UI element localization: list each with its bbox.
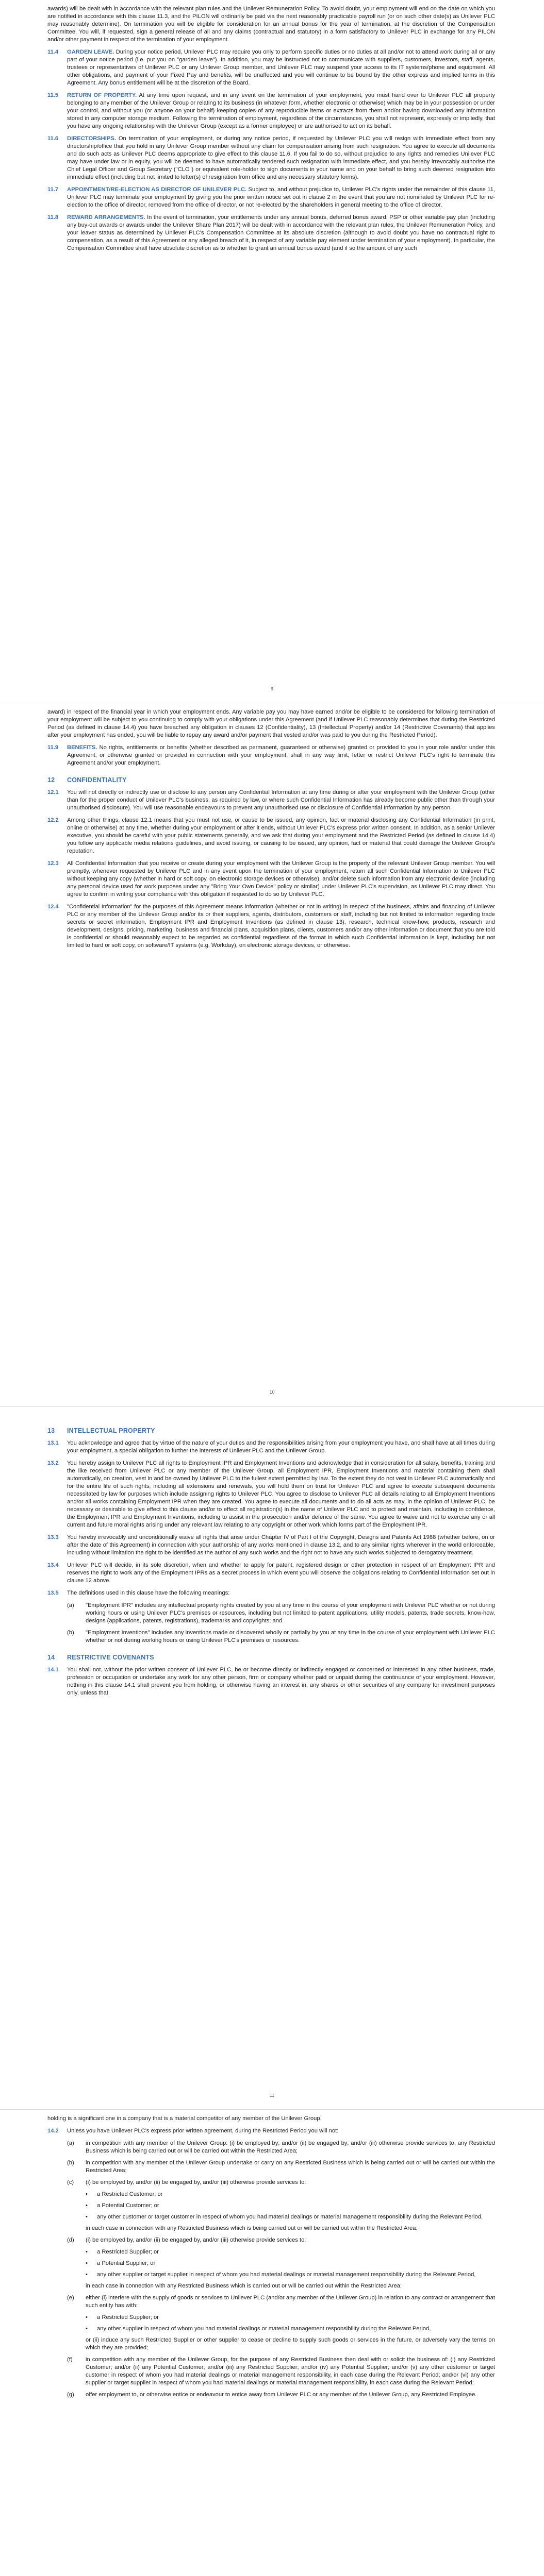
clause-title: DIRECTORSHIPS.: [67, 135, 116, 142]
list-item: • a Potential Customer; or: [86, 2202, 159, 2209]
clause-12-1: [47, 789, 495, 812]
clause-11-9: [47, 744, 495, 767]
clause-number: 13.4: [47, 1562, 59, 1568]
clause-number: 12.2: [47, 817, 59, 823]
clause-11-7: [47, 186, 495, 209]
subclause-continuation: in each case in connection with any Restricted Business which is carried out or will be carried out within the Restricted Area;: [86, 2283, 402, 2289]
subclause-number: (e): [67, 2295, 74, 2301]
page-number: 9: [270, 686, 273, 691]
document-page-10: [0, 703, 544, 1406]
clause-number: 14.2: [47, 2128, 59, 2134]
clause-number: 11.5: [47, 92, 59, 98]
list-item: • a Potential Supplier; or: [86, 2260, 156, 2266]
clause-11-8: [47, 214, 495, 252]
bullet-icon: •: [86, 2314, 88, 2320]
subclause-text: in competition with any member of the Unilever Group undertake or carry on any Restricted Business which is being carried out or will be carried out within the Restricted Area;: [86, 2160, 495, 2174]
subclause-text: (i) be employed by, and/or (ii) be engaged by, and/or (iii) otherwise provide services to:: [86, 2237, 306, 2243]
clause-text: Unless you have Unilever PLC's express prior written agreement, during the Restricted Period you will not:: [67, 2128, 339, 2134]
subclause-g: [67, 2391, 495, 2399]
clause-text: During your notice period, Unilever PLC may require you only to perform specific duties or no duties at all and/or not to attend work during all or any part of your notice period (i.e. put you on "garden leave"). In addition, you may be instructed not to communicate with suppliers, customers, investors, staff, agents, trustees or representatives of Unilever PLC or any Unilever Group member, and Unilever PLC may suspend your access to its IT systems/phone and equipment. All other obligations, and payment of your Fixed Pay and benefits, will be unaffected and you will continue to be bound by the other express and implied terms in this Agreement. Any bonus entitlement will be at the discretion of the Board.: [67, 49, 495, 86]
clause-number: 14.1: [47, 1667, 59, 1673]
page-number: 11: [269, 2093, 275, 2098]
bullet-icon: •: [86, 2272, 88, 2278]
section-title: CONFIDENTIALITY: [67, 776, 127, 784]
subclause-text: "Employment Inventions" includes any inventions made or discovered wholly or partially by you at any time in the course of your employment with Unilever PLC whether or not during working hours or using Unilever PLC's premises or resources.: [86, 1630, 495, 1643]
section-title: INTELLECTUAL PROPERTY: [67, 1427, 155, 1434]
list-item: • any other customer or target customer in respect of whom you had material dealings or material management responsibility during the Relevant Period,: [86, 2214, 483, 2220]
clause-text: You will not directly or indirectly use or disclose to any person any Confidential Information at any time during or after your employment with the Unilever Group (other than for the proper conduct of Unilever PLC's business, as required by law, or where such Confidential Information has already become public other than through your unauthorised disclosure). You will use reasonable endeavours to prevent any unauthorised use or disclosure of Confidential Information by any person.: [67, 789, 495, 811]
clause-text: In the event of termination, your entitlements under any annual bonus, deferred bonus award, PSP or other variable pay plan (including any buy-out awards or awards under the Unilever Share Plan 2017) will be dealt with in accordance with the relevant plan rules, the Unilever Remuneration Policy, and your leaver status as determined by Unilever PLC's Compensation Committee at its absolute discretion (although to avoid doubt you have no contractual right to compensation, as a result of this Agreement or any alleged breach of it, in respect of any variable pay element under termination of your employment). In particular, the Compensation Committee shall have absolute discretion as to whether to grant an annual bonus award (and if so the amount of any such: [67, 214, 495, 251]
subclause-a: [67, 1602, 495, 1625]
clause-14-2: [47, 2127, 495, 2135]
clause-number: 13.2: [47, 1460, 59, 1466]
bullet-icon: •: [86, 2326, 88, 2332]
clause-title: REWARD ARRANGEMENTS.: [67, 214, 145, 221]
section-number: 14: [47, 1654, 55, 1661]
subclause-continuation: in each case in connection with any Restricted Business which is being carried out or will be carried out within the Restricted Area;: [86, 2225, 418, 2231]
subclause-text: (i) be employed by, and/or (ii) be engaged by, and/or (iii) otherwise provide services to:: [86, 2179, 306, 2185]
clause-text: You hereby assign to Unilever PLC all rights to Employment IPR and Employment Inventions and acknowledge that in consideration for all salary, benefits, training and the like received from Unilever PLC or any member of the Unilever Group, all Employment IPR, Employment Inventions and material containing them shall automatically, on creation, vest in and be owned by Unilever PLC to the fullest extent permitted by law. To the extent they do not vest in Unilever PLC automatically and for the entire life of such rights, including all extensions and renewals, you will hold them on trust for Unilever PLC and agree to execute subsequent documents necessitated by law for purposes which include assigning rights to Unilever PLC. You agree to disclose to Unilever PLC all details relating to all Employment Inventions and/or all works containing Employment IPR when they are created. You agree to execute all documents and to do all acts as may, in the opinion of Unilever PLC, be necessary or desirable to give effect to this clause and/or to effect all registration(s) in the name of Unilever PLC and to protect and maintain, including in confidence, the Employment IPR and Employment Inventions, including to assist in the prosecution and/or defence of the same. You agree to waive and not to exercise any or all current and future moral rights arising under any relevant law relating to any copyright or other work which forms part of the Employment IPR.: [67, 1460, 495, 1528]
subclause-text: in competition with any member of the Unilever Group, for the purpose of any Restricted Business then deal with or solicit the business of: (i) any Restricted Customer; and/or (ii) any Potential Customer; and/or (iii) any Restricted Supplier; and/or (iv) any Potential Supplier; and/or (v) any other customer or target customer in respect of whom you had material dealings or material management responsibility, in each case during the Relevant Period; and/or (vi) any other supplier or target supplier in respect of whom you had material dealings or material management responsibility, in each case during the Relevant Period;: [86, 2357, 495, 2386]
clause-number: 13.5: [47, 1590, 59, 1596]
subclause-number: (b): [67, 2160, 74, 2166]
page-number: 10: [269, 1389, 275, 1395]
bullet-icon: •: [86, 2191, 88, 2197]
clause-title: BENEFITS.: [67, 744, 97, 751]
subclause-b: [67, 1629, 495, 1645]
subclause-d: [67, 2236, 495, 2244]
section-heading-restrictive-covenants: [47, 1654, 495, 1661]
clause-text: On termination of your employment, or during any notice period, if requested by Unilever PLC you will resign with immediate effect from any directorship/office that you hold in any Unilever Group member without any claim for compensation arising from such resignation. You agree to execute all documents and do such acts as Unilever PLC deems appropriate to give effect to this clause 11.6. If you fail to do so, without prejudice to any rights and remedies Unilever PLC may have under law or in equity, you will be deemed to have automatically tendered such resignation with immediate effect, and you hereby irrevocably authorise the Chief Legal Officer and Group Secretary ("CLO") or equivalent role-holder to sign documents in your name and on your behalf to bring such deemed resignation into immediate effect (including but not limited to letter(s) of resignation from office and any necessary statutory forms).: [67, 135, 496, 180]
section-number: 13: [47, 1427, 55, 1434]
list-item: • a Restricted Supplier; or: [86, 2249, 159, 2255]
clause-text: "Confidential Information" for the purposes of this Agreement means information (whether or not in writing) in respect of the business, affairs and financing of Unilever PLC or any member of the Unilever Group and/or its or their suppliers, agents, distributors, customers or staff, including but not limited to information regarding trade secrets or secret information, Employment IPR and Employment Inventions (as defined in clause 13), research, technical know-how, products, research and development, designs, pricing, marketing, business and financial plans, acquisition plans, clients, customers and/or any other information or document that you are told is confidential or should reasonably expect to be regarded as confidential regardless of the format in which such Confidential Information is kept, including but not limited to hard or soft copy, on software/IT systems (e.g. Workday), on electronic storage devices, or otherwise.: [67, 904, 495, 948]
list-item: • any other supplier in respect of whom you had material dealings or material management responsibility during the Relevant Period,: [86, 2326, 431, 2332]
subclause-f: [67, 2356, 495, 2387]
bullet-icon: •: [86, 2249, 88, 2255]
clause-number: 11.9: [47, 744, 59, 751]
subclause-number: (f): [67, 2357, 73, 2363]
clause-13-2: [47, 1460, 495, 1529]
paragraph-continuation: award) in respect of the financial year in which your employment ends. Any variable pay you may have earned and/or be eligible to be considered for following termination of your employment will be subject to you continuing to comply with your obligations under this Agreement (and if Unilever PLC reasonably determines that during the Restricted Period (as defined in clause 14.4) you have breached any obligation in clauses 12 (Confidentiality), 13 (Intellectual Property) and/or 14 (Restrictive Covenants) that applies after your employment has ended, you will be liable to repay any award and/or payment that vested and/or was paid to you during the Restricted Period).: [47, 709, 495, 738]
clause-11-4: [47, 48, 495, 87]
paragraph-continuation: holding is a significant one in a company that is a material competitor of any member of the Unilever Group.: [47, 2115, 322, 2122]
clause-text: At any time upon request, and in any event on the termination of your employment, you must hand over to Unilever PLC all property belonging to any member of the Unilever Group or relating to its business (in whatever form, whether electronic or otherwise) which may be in your possession or under your control, and without you (or anyone on your behalf) keeping copies of any reproducible items or extracts from them and/or having downloaded any information stored in any computer storage medium. Following the termination of employment, regardless of the circumstances, you shall not represent, expressly or impliedly, that you have any ongoing relationship with the Unilever Group (except as a former employee) or are authorised to act on its behalf.: [67, 92, 496, 129]
clause-number: 11.8: [47, 214, 59, 221]
document-page-11: [0, 1406, 544, 2110]
clause-text: No rights, entitlements or benefits (whether described as permanent, guaranteed or otherwise) granted or provided to you in your role and/or under this Agreement, or otherwise granted or provided in connection with your employment, shall in any way limit, fetter or restrict Unilever PLC's right to terminate this Agreement and/or your employment.: [67, 744, 496, 766]
bullet-icon: •: [86, 2214, 88, 2220]
subclause-c: [67, 2179, 495, 2187]
clause-title: RETURN OF PROPERTY.: [67, 92, 137, 98]
section-heading-intellectual-property: [47, 1427, 495, 1434]
clause-number: 11.4: [47, 49, 59, 55]
clause-text: You hereby irrevocably and unconditionally waive all rights that arise under Chapter IV of Part I of the Copyright, Designs and Patents Act 1988 (whether before, on or after the date of this Agreement) in connection with your authorship of any works mentioned in clause 13.2, and to any similar rights wherever in the world enforceable, including without limitation the right to be identified as the author of any such works and the right not to have any such works subjected to derogatory treatment.: [67, 1534, 495, 1556]
clause-number: 13.3: [47, 1534, 59, 1540]
clause-text: You shall not, without the prior written consent of Unilever PLC, be or become directly or indirectly engaged or concerned or interested in any other business, trade, profession or occupation or undertake any work for any other person, firm or company whether paid or unpaid during the continuance of your employment. However, nothing in this clause 14.1 shall prevent you from holding, or otherwise having an interest in, any shares or other securities of any company for investment purposes only, unless that: [67, 1667, 495, 1696]
subclause-continuation: or (ii) induce any such Restricted Supplier or other supplier to cease or decline to supply such goods or services in the future, or adversely vary the terms on which they are provided;: [86, 2337, 495, 2351]
clause-text: The definitions used in this clause have the following meanings:: [67, 1590, 230, 1596]
subclause-text: either (i) interfere with the supply of goods or services to Unilever PLC (and/or any member of the Unilever Group) in relation to any contract or arrangement that such entity has with:: [86, 2295, 495, 2309]
clause-text: You acknowledge and agree that by virtue of the nature of your duties and the responsibilities arising from your employment you have, and shall have at all times during your employment, a special obligation to further the interests of Unilever PLC and the Unilever Group.: [67, 1440, 495, 1454]
subclause-number: (a): [67, 2140, 74, 2146]
subclause-e: [67, 2294, 495, 2310]
clause-text: All Confidential Information that you receive or create during your employment with the Unilever Group is the property of the relevant Unilever Group member. You will promptly, whenever requested by Unilever PLC and in any event upon the termination of your employment, return all such Confidential Information to Unilever PLC without keeping any copy (whether in hard or soft copy, on electronic storage devices or otherwise), and/or delete such information from any electronic device (including any personal device used for work purposes under any "Bring Your Own Device" policy or similar) under Unilever PLC's supervision, as Unilever PLC may direct. You agree to confirm in writing your compliance with this obligation if requested to do so by Unilever PLC.: [67, 860, 495, 897]
subclause-a: [67, 2140, 495, 2155]
clause-number: 13.1: [47, 1440, 59, 1446]
clause-11-6: [47, 135, 495, 181]
list-item: • a Restricted Supplier; or: [86, 2314, 159, 2320]
subclause-number: (b): [67, 1630, 74, 1636]
clause-13-3: [47, 1534, 495, 1557]
subclause-number: (c): [67, 2179, 74, 2185]
bullet-icon: •: [86, 2260, 88, 2266]
clause-12-4: [47, 903, 495, 950]
clause-14-1: [47, 1666, 495, 1697]
list-item: • any other supplier or target supplier in respect of whom you had material dealings or material management responsibility during the Relevant Period,: [86, 2272, 476, 2278]
clause-number: 11.7: [47, 187, 59, 193]
clause-number: 12.3: [47, 860, 59, 867]
clause-number: 12.1: [47, 789, 59, 795]
clause-12-2: [47, 817, 495, 855]
subclause-number: (g): [67, 2392, 74, 2398]
subclause-number: (a): [67, 1602, 74, 1608]
subclause-text: in competition with any member of the Unilever Group: (i) be employed by; and/or (ii) be engaged by; and/or (iii) otherwise provide services to, any Restricted Business which is being carried out or will be carried out within the Restricted Area;: [86, 2140, 495, 2154]
document-page-12: [0, 2110, 544, 2576]
clause-title: GARDEN LEAVE.: [67, 49, 114, 55]
clause-title: APPOINTMENT/RE-ELECTION AS DIRECTOR OF UNILEVER PLC.: [67, 187, 247, 193]
section-number: 12: [47, 776, 55, 784]
section-title: RESTRICTIVE COVENANTS: [67, 1654, 154, 1661]
clause-13-1: [47, 1439, 495, 1455]
clause-13-4: [47, 1562, 495, 1585]
bullet-icon: •: [86, 2202, 88, 2209]
paragraph-continuation: awards) will be dealt with in accordance with the relevant plan rules and the Unilever Remuneration Policy. To avoid doubt, your employment will end on the date on which you are notified in accordance with this clause 11.3, and the PILON will ordinarily be paid via the next reasonably practicable payroll run (or on such other date(s) as Unilever PLC may reasonably determine). On termination you will be eligible for consideration for an annual bonus for the year of termination, at the discretion of the Compensation Committee. You will, if requested, sign a general release of all and any claims (contractual and statutory) in a form satisfactory to Unilever PLC in exchange for any PILON and/or other payment in respect of the termination of your employment.: [47, 6, 495, 43]
subclause-number: (d): [67, 2237, 74, 2243]
clause-text: Unilever PLC will decide, in its sole discretion, when and whether to apply for patent, registered design or other protection in respect of an Employment IPR and reserves the right to work any of the Employment IPRs as a secret process in which event you will observe the obligations relating to Confidential Information set out in clause 12 above.: [67, 1562, 495, 1584]
section-heading-confidentiality: [47, 776, 495, 784]
document-page-9: [0, 0, 544, 703]
clause-text: Subject to, and without prejudice to, Unilever PLC's rights under the remainder of this clause 11, Unilever PLC may terminate your employment by giving you the prior written notice set out in clause 2 in the event that you are not nominated by Unilever PLC for re-election to the office of director, removed from the office of director, or not re-elected by the shareholders in general meeting to the office of director.: [67, 187, 495, 208]
clause-12-3: [47, 860, 495, 899]
clause-text: Among other things, clause 12.1 means that you must not use, or cause to be issued, any opinion, fact or material disclosing any Confidential Information (in print, online or otherwise) at any time, whether during your employment or after it ends, without Unilever PLC's express prior written consent. In addition, as a senior Unilever executive, you should be careful with your public statements generally, and we ask that during your employment and the Restricted Period (as defined in clause 14.4) you follow any applicable media relations guidelines, and avoid issuing, or causing to be issued, any opinion, fact or material that could damage the Unilever Group's reputation.: [67, 817, 495, 854]
clause-number: 12.4: [47, 904, 59, 910]
clause-11-5: [47, 92, 495, 130]
subclause-text: "Employment IPR" includes any intellectual property rights created by you at any time in the course of your employment with Unilever PLC whether or not during working hours or using Unilever PLC's premises or resources, including but not limited to patent applications, utility models, patents, trade secrets, know-how, designs (applications, patents, registrations), trademarks and copyrights; and: [86, 1602, 495, 1624]
subclause-text: offer employment to, or otherwise entice or endeavour to entice away from Unilever PLC or any member of the Unilever Group, any Restricted Employee.: [86, 2392, 477, 2398]
clause-13-5: [47, 1589, 495, 1597]
subclause-b: [67, 2159, 495, 2175]
clause-number: 11.6: [47, 135, 59, 142]
list-item: • a Restricted Customer; or: [86, 2191, 163, 2197]
